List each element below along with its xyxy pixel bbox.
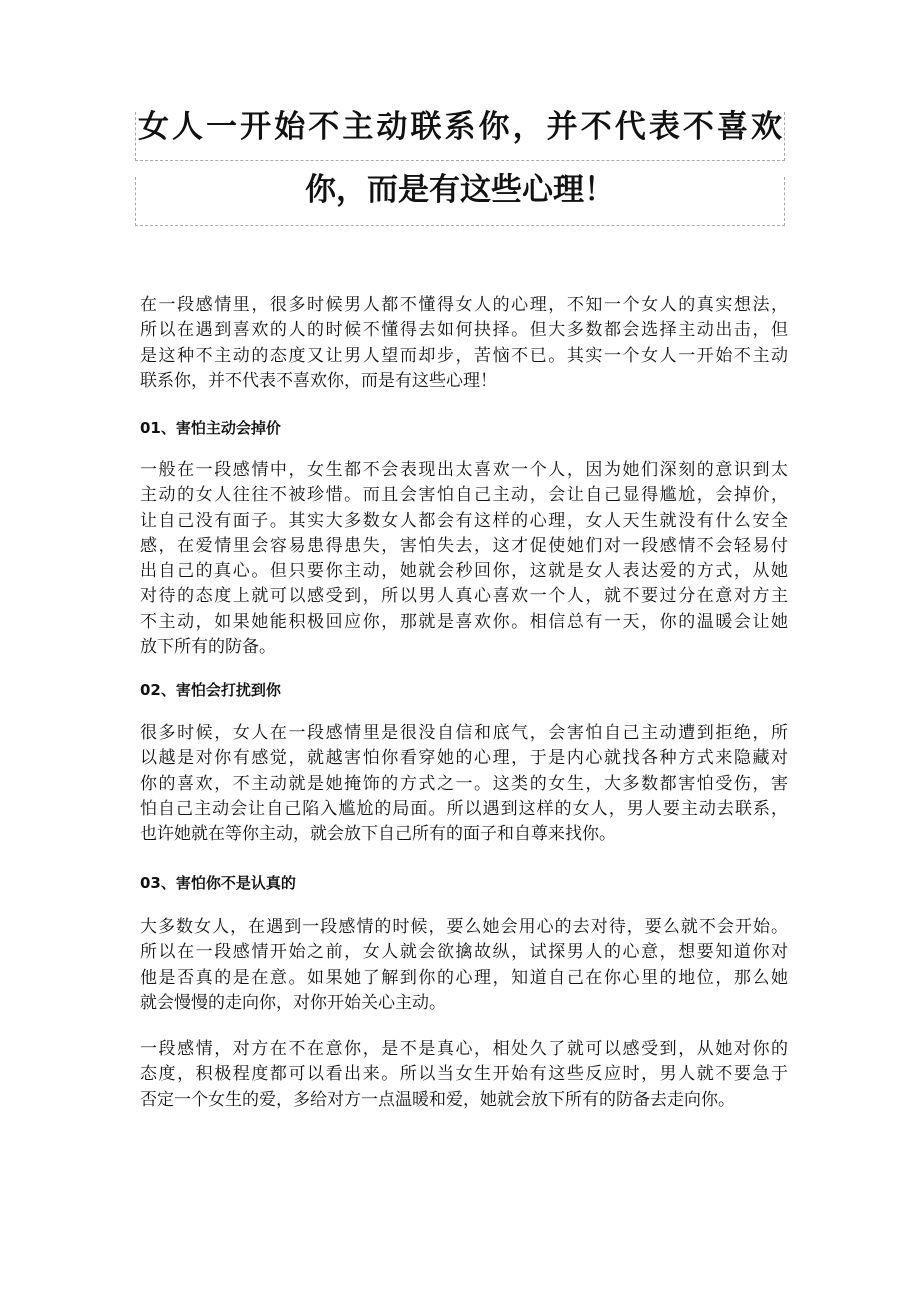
text-line: 否定一个女生的爱，多给对方一点温暖和爱，她就会放下所有的防备去走向你。 (140, 1089, 735, 1110)
text-line: 一段感情，对方在不在意你，是不是真心，相处久了就可以感受到，从她对你的 (140, 1039, 788, 1059)
heading-03: 03、害怕你不是认真的 (140, 874, 296, 892)
text-line: 让自己没有面子。其实大多数女人都会有这样的心理，女人天生就没有什么安全 (140, 510, 788, 531)
text-line: 就会慢慢的走向你，对你开始关心主动。 (140, 992, 446, 1013)
text-line: 态度，积极程度都可以看出来。所以当女生开始有这些反应时，男人就不要急于 (140, 1064, 788, 1085)
paragraph-01 (140, 458, 788, 660)
text-line: 对待的态度上就可以感受到，所以男人真心喜欢一个人，就不要过分在意对方主 (140, 586, 788, 607)
paragraph-04 (140, 1037, 788, 1113)
text-line: 很多时候，女人在一段感情里是很没自信和底气，会害怕自己主动遭到拒绝，所 (140, 723, 788, 743)
title-line-2: 你，而是有这些心理！ (305, 172, 615, 208)
paragraph-intro (140, 293, 788, 394)
text-line: 所以在一段感情开始之前，女人就会欲擒故纵，试探男人的心意，想要知道你对 (140, 942, 788, 963)
text-line: 所以在遇到喜欢的人的时候不懂得去如何抉择。但大多数都会选择主动出击，但 (140, 320, 788, 341)
text-line: 联系你，并不代表不喜欢你，而是有这些心理！ (140, 370, 497, 391)
text-line: 一般在一段感情中，女生都不会表现出太喜欢一个人，因为她们深刻的意识到太 (140, 460, 788, 480)
text-line: 在一段感情里，很多时候男人都不懂得女人的心理，不知一个女人的真实想法， (140, 295, 788, 315)
title-line-1: 女人一开始不主动联系你，并不代表不喜欢 (138, 109, 782, 145)
text-line: 放下所有的防备。 (140, 637, 276, 658)
text-line: 出自己的真心。但只要你主动，她就会秒回你，这就是女人表达爱的方式，从她 (140, 561, 788, 582)
text-line: 你的喜欢，不主动就是她掩饰的方式之一。这类的女生，大多数都害怕受伤，害 (140, 773, 788, 794)
text-line: 以越是对你有感觉，就越害怕你看穿她的心理，于是内心就找各种方式来隐藏对 (140, 748, 788, 769)
text-line: 怕自己主动会让自己陷入尴尬的局面。所以遇到这样的女人，男人要主动去联系， (140, 798, 788, 819)
text-line: 感，在爱情里会容易患得患失，害怕失去，这才促使她们对一段感情不会轻易付 (140, 535, 788, 556)
heading-02: 02、害怕会打扰到你 (140, 681, 281, 699)
paragraph-02 (140, 721, 788, 847)
text-line: 主动的女人往往不被珍惜。而且会害怕自己主动，会让自己显得尴尬，会掉价， (140, 485, 788, 506)
text-line: 大多数女人，在遇到一段感情的时候，要么她会用心的去对待，要么就不会开始。 (140, 917, 788, 937)
paragraph-03 (140, 915, 788, 1016)
text-line: 也许她就在等你主动，就会放下自己所有的面子和自尊来找你。 (140, 824, 616, 845)
heading-01: 01、害怕主动会掉价 (140, 419, 281, 437)
text-line: 不主动，如果她能积极回应你，那就是喜欢你。相信总有一天，你的温暖会让她 (140, 611, 788, 632)
text-line: 他是否真的是在意。如果她了解到你的心理，知道自己在你心里的地位，那么她 (140, 967, 788, 988)
text-line: 是这种不主动的态度又让男人望而却步，苦恼不已。其实一个女人一开始不主动 (140, 345, 788, 366)
